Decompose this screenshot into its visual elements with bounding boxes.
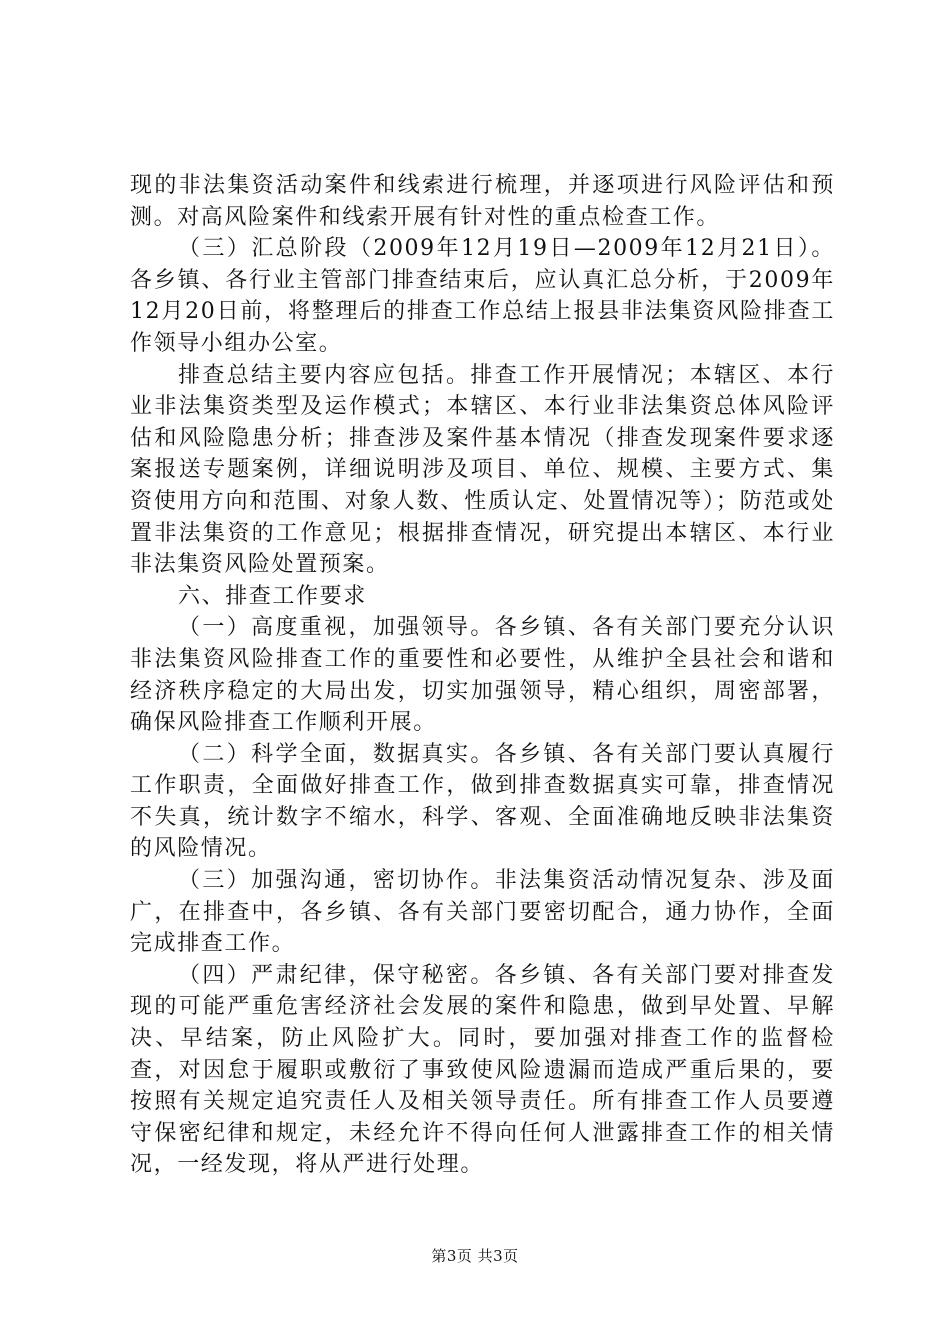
paragraph-continuation: 现的非法集资活动案件和线索进行梳理，并逐项进行风险评估和预测。对高风险案件和线索开展有针对性的重点检查工作。 <box>130 173 835 230</box>
document-body <box>130 170 835 1181</box>
paragraph-requirement-4: （四）严肃纪律，保守秘密。各乡镇、各有关部门要对排查发现的可能严重危害经济社会发展的案件和隐患，做到早处置、早解决、早结案，防止风险扩大。同时，要加强对排查工作的监督检查，对因怠于履职或敷衍了事致使风险遗漏而造成严重后果的，要按照有关规定追究责任人及相关领导责任。所有排查工作人员要遵守保密纪律和规定，未经允许不得向任何人泄露排查工作的相关情况，一经发现，将从严进行处理。 <box>130 962 835 1178</box>
paragraph-requirement-3: （三）加强沟通，密切协作。非法集资活动情况复杂、涉及面广，在排查中，各乡镇、各有关部门要密切配合，通力协作，全面完成排查工作。 <box>130 868 835 957</box>
paragraph-requirement-2: （二）科学全面，数据真实。各乡镇、各有关部门要认真履行工作职责，全面做好排查工作，做到排查数据真实可靠，排查情况不失真，统计数字不缩水，科学、客观、全面准确地反映非法集资的风险情况。 <box>130 741 835 862</box>
paragraph-requirement-1: （一）高度重视，加强领导。各乡镇、各有关部门要充分认识非法集资风险排查工作的重要性和必要性，从维护全县社会和谐和经济秩序稳定的大局出发，切实加强领导，精心组织，周密部署，确保风险排查工作顺利开展。 <box>130 615 835 736</box>
page-footer: 第3页 共3页 <box>431 1247 519 1265</box>
paragraph-summary-content: 排查总结主要内容应包括。排查工作开展情况；本辖区、本行业非法集资类型及运作模式；本辖区、本行业非法集资总体风险评估和风险隐患分析；排查涉及案件基本情况（排查发现案件要求逐案报送专题案例，详细说明涉及项目、单位、规模、主要方式、集资使用方向和范围、对象人数、性质认定、处置情况等）；防范或处置非法集资的工作意见；根据排查情况，研究提出本辖区、本行业非法集资风险处置预案。 <box>130 362 835 578</box>
section-heading-requirements: 六、排查工作要求 <box>178 583 367 609</box>
paragraph-summary-stage: （三）汇总阶段（2009年12月19日—2009年12月21日）。各乡镇、各行业主管部门排查结束后，应认真汇总分析，于2009年12月20日前，将整理后的排查工作总结上报县非法集资风险排查工作领导小组办公室。 <box>130 236 835 356</box>
